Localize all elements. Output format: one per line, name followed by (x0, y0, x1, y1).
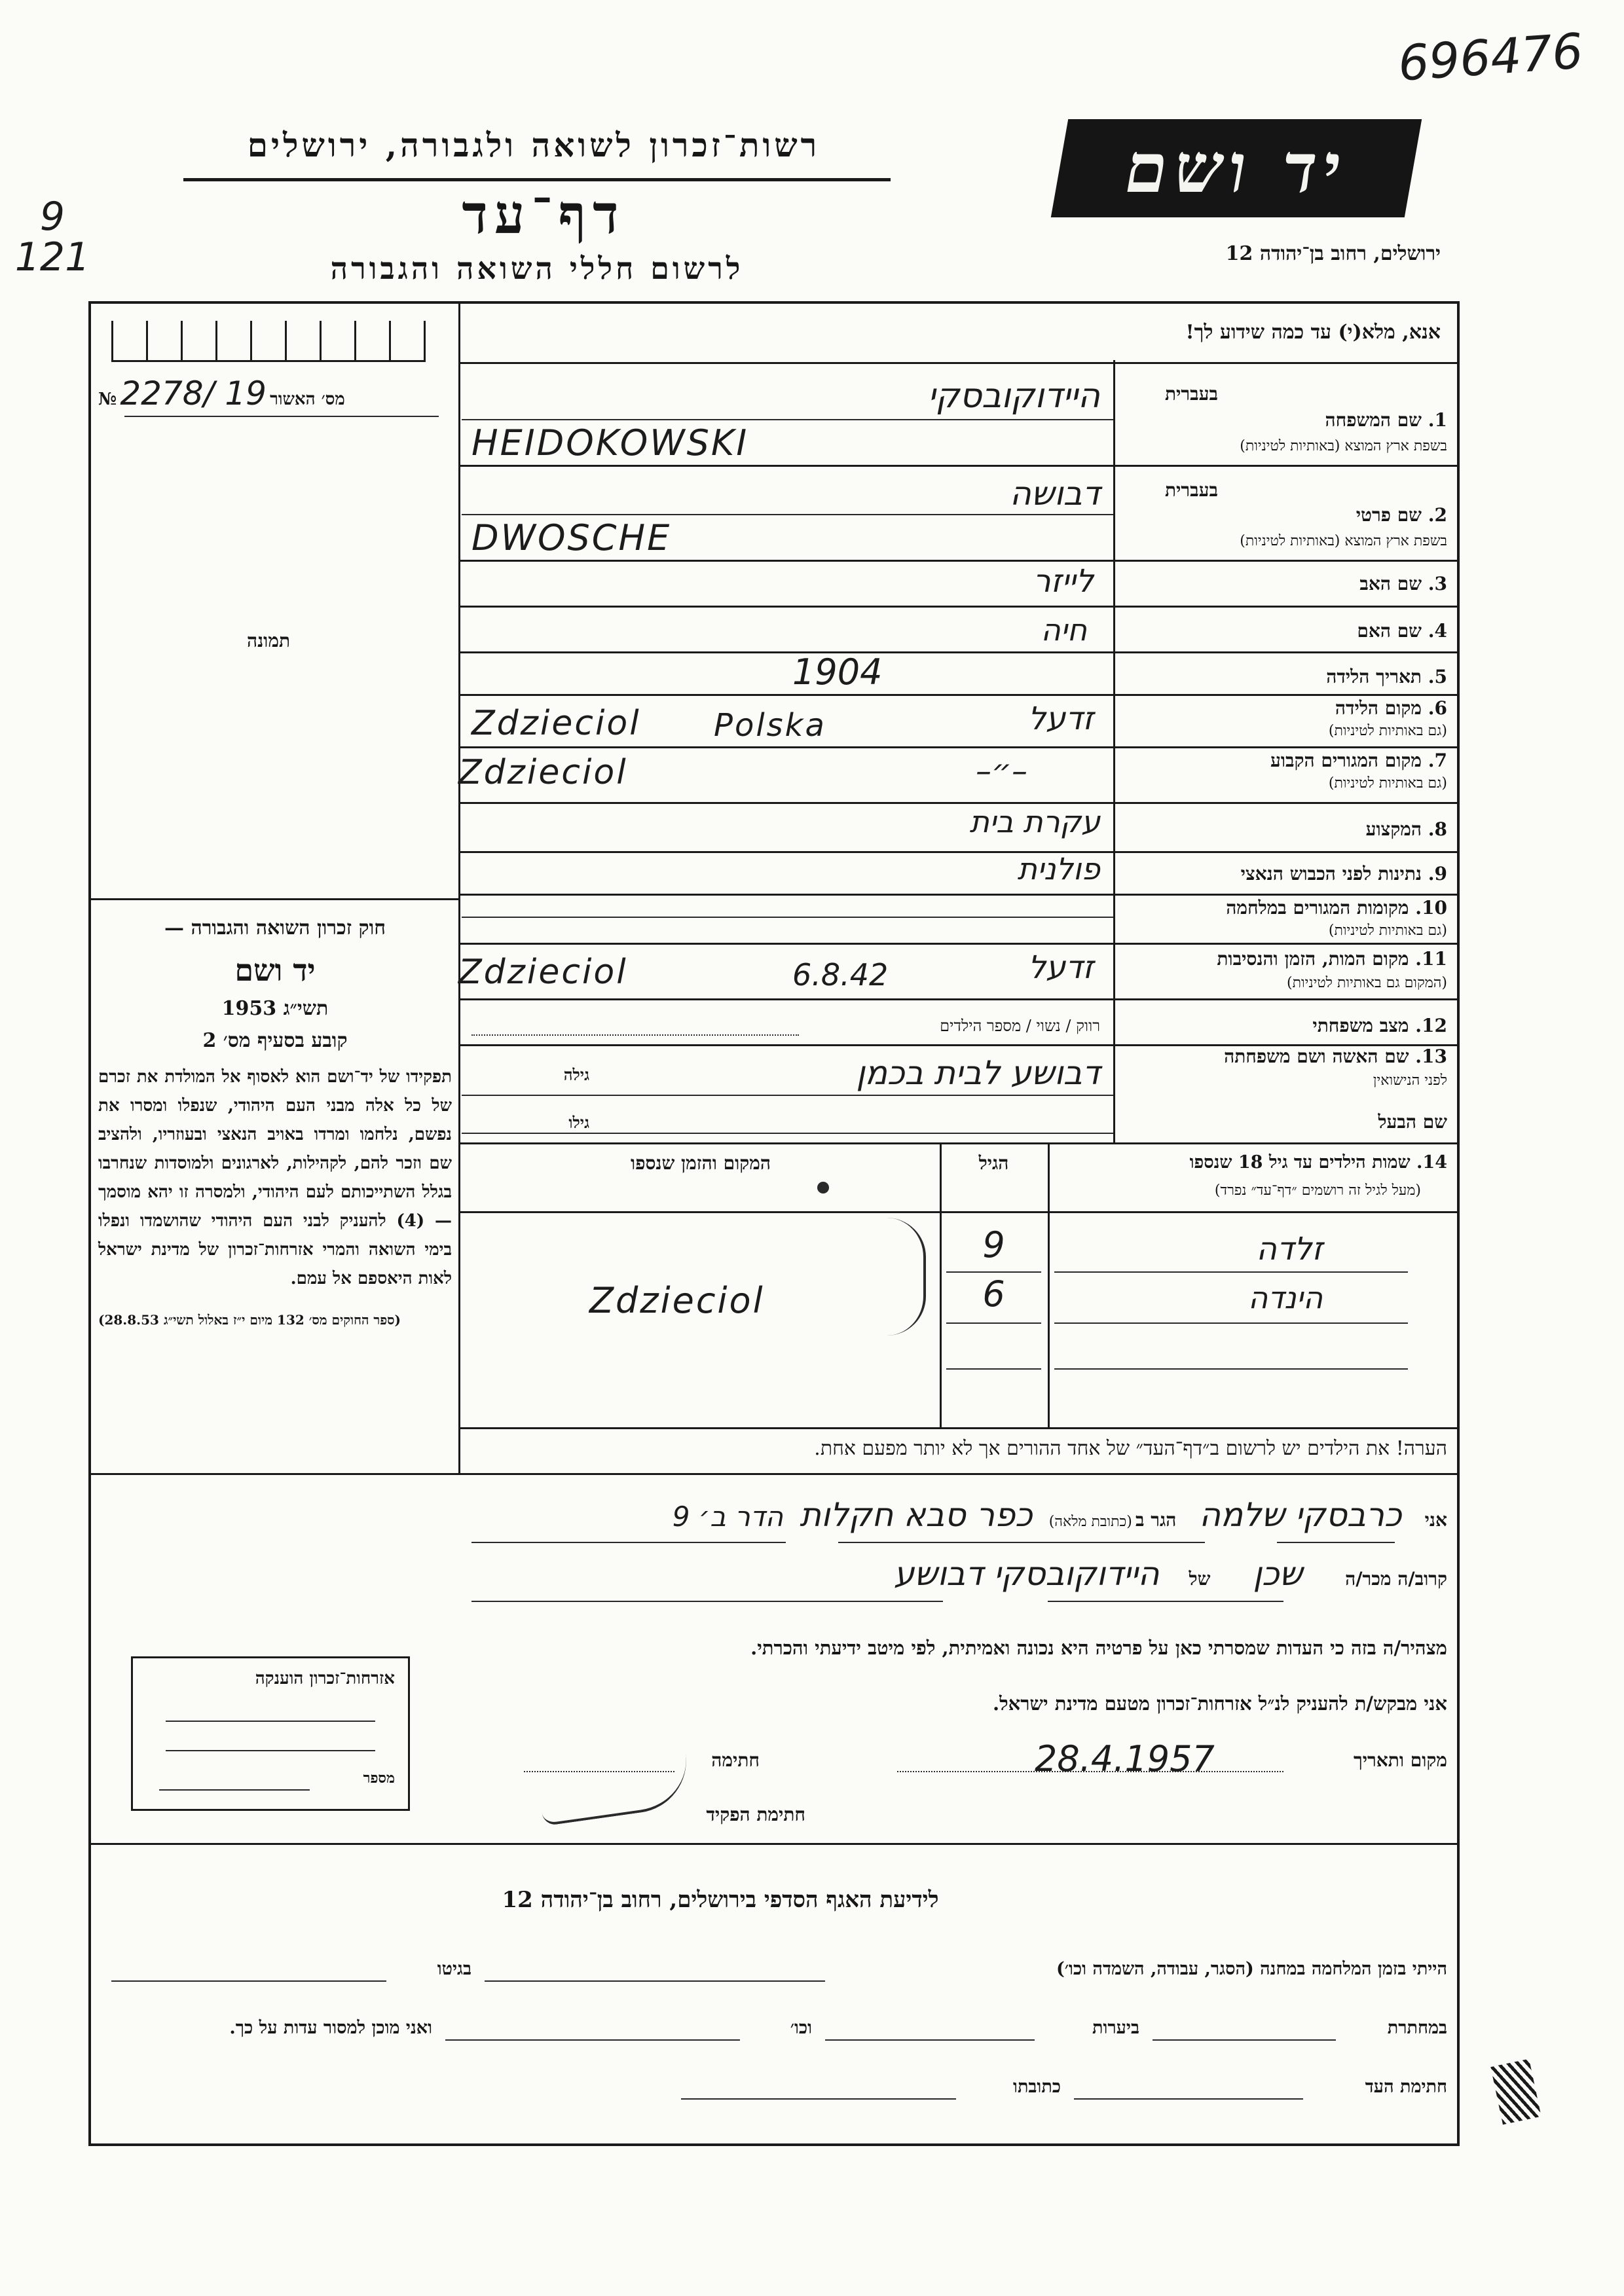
field-6-latin-value: Zdzieciol (471, 704, 641, 743)
child-2-place: Zdzieciol (589, 1280, 765, 1321)
stamp-box-number-label: מספר (363, 1770, 395, 1787)
law-box (98, 917, 452, 1330)
signature-label: חתימה (711, 1749, 760, 1771)
child-2-name: הינדה (1248, 1280, 1323, 1315)
field-11-label: 11. מקום המות, הזמן והנסיבות (1217, 948, 1447, 970)
children-age-header: הגיל (978, 1152, 1009, 1174)
field-5-value: 1904 (792, 651, 883, 693)
field-1-label: 1. שם המשפחה (1325, 409, 1447, 431)
field-7-latin-value: Zdzieciol (458, 753, 628, 792)
bottom-line2-b: ביערות (1092, 2018, 1139, 2038)
field-7-label: 7. מקום המגורים הקבוע (1270, 750, 1447, 771)
field-11-latin-value: Zdzieciol (458, 953, 628, 992)
field-11-date-value: 6.8.42 (792, 957, 889, 993)
field-12-options: רווק / נשוי / מספר הילדים (940, 1017, 1100, 1035)
bottom-line2-a: במחתרת (1387, 2018, 1447, 2038)
field-2-sub: בשפת ארץ המוצא (באותיות לטיניות) (1240, 533, 1447, 549)
law-title: חוק זכרון השואה והגבורה — (164, 917, 386, 939)
bottom-line2-c: וכו׳ (790, 2018, 812, 2038)
field-6-country-value: Polska (714, 707, 826, 744)
children-divider-2 (940, 1142, 942, 1427)
children-place-header: המקום והזמן שנספו (631, 1152, 771, 1174)
address: ירושלים, רחוב בן־יהודה 12 (1225, 242, 1441, 265)
field-7-hebrew-value: –״– (976, 753, 1027, 790)
corner-scribble (1490, 2059, 1541, 2125)
field-10-sub: (גם באותיות לטיניות) (1328, 922, 1447, 939)
stamp-box-title: אזרחות־זכרון הוענקה (255, 1669, 395, 1688)
form-subtitle: לרשום חללי השואה והגבורה (330, 251, 744, 286)
bottom-line2-d: ואני מוכן למסור עדות על כך. (229, 2018, 432, 2038)
law-box-bottom (88, 1473, 458, 1475)
photo-label: תמונה (246, 630, 291, 651)
wife-age-label: גילה (563, 1065, 589, 1084)
instruction: אנא, מלא(י) עד כמה שידוע לך! (1185, 321, 1441, 344)
declaration-line-1: אני כרבסקי שלמה הגר ב (כתובת מלאה) כפר סבא חקלות הדר ב׳ 9 (672, 1496, 1447, 1534)
field-8-label: 8. המקצוע (1365, 818, 1447, 840)
reg-underline (124, 416, 439, 417)
divider-left-column (458, 301, 460, 1473)
bottom-title: לידיעת האגף הסדפי בירושלים, רחוב בן־יהודה 12 (502, 1887, 939, 1913)
child-1-age: 9 (982, 1224, 1005, 1266)
field-2-hebrew-value: דבושה (1010, 475, 1100, 513)
authority-name: רשות־זכרון לשואה ולגבורה, ירושלים (247, 126, 821, 164)
photo-bottom (88, 898, 458, 900)
place-date-value: 28.4.1957 (1035, 1738, 1215, 1779)
divider-label-column (1113, 360, 1115, 1142)
field-13-label: 13. שם האשה ושם משפחתה (1224, 1046, 1447, 1067)
field-4-label: 4. שם האם (1357, 620, 1447, 642)
field-11-sub: (המקום גם באותיות לטיניות) (1287, 975, 1447, 991)
field-9-label: 9. נתינות לפני הכבוש הנאצי (1240, 863, 1447, 884)
authority-underline (183, 178, 891, 181)
declaration-statement: מצהיר/ה בזה כי העדות שמסרתי כאן על פרטיה היא נכונה ואמיתית, לפי מיטב ידיעתי והכרתי. (750, 1637, 1447, 1659)
husband-label: שם הבעל (1378, 1111, 1447, 1133)
reg-number-value: № 2278/ 19 מס׳ האשור (98, 374, 345, 412)
hebrew-label-1: בעברית (1164, 383, 1218, 405)
field-13-value: דבושע לבית בכמן (856, 1054, 1100, 1092)
field-2-label: 2. שם פרטי (1356, 504, 1447, 526)
children-divider-1 (1048, 1142, 1050, 1427)
field-7-sub: (גם באותיות לטיניות) (1328, 775, 1447, 792)
corner-number: 696476 (1396, 23, 1585, 92)
field-12-label: 12. מצב משפחתי (1312, 1015, 1447, 1036)
hebrew-label-2: בעברית (1164, 479, 1218, 501)
bottom-line3-b: כתובתו (1013, 2077, 1061, 2097)
law-source: (ספר החוקים מס׳ 132 מיום י״ז באלול תשי״ג 28.8.53) (98, 1312, 401, 1328)
field-2-latin-value: DWOSCHE (471, 517, 672, 558)
divider-top (458, 362, 1460, 364)
child-1-name: זלדה (1256, 1231, 1323, 1267)
bottom-divider (88, 1843, 1460, 1845)
field-6-sub: (גם באותיות לטיניות) (1328, 723, 1447, 739)
field-1-hebrew-value: היידוקובסקי (927, 376, 1100, 416)
field-13-sub: לפני הנישואין (1373, 1072, 1447, 1089)
official-signature-label: חתימת הפקיד (706, 1804, 805, 1825)
children-sub: (מעל לגיל זה רושמים ״דף־עד״ נפרד) (1214, 1182, 1421, 1199)
bottom-line1-b: בגיטו (437, 1959, 471, 1979)
field-4-value: חיה (1041, 612, 1087, 647)
husband-age-label: גילו (568, 1113, 589, 1132)
left-margin-mark: 9 121 (14, 194, 90, 280)
form-title: דף־עד (462, 183, 625, 246)
bottom-line3-a: חתימת העד (1365, 2077, 1447, 2097)
field-3-value: לייזר (1033, 563, 1094, 600)
declaration-line-2: קרוב/ה מכר/ה שכן של היידוקובסקי דבושע (893, 1555, 1447, 1593)
stamp-dot (817, 1182, 829, 1194)
note: הערה! את הילדים יש לרשום ב״דף־העד״ של אחד ההורים אך לא יותר מפעם אחת. (814, 1437, 1447, 1460)
field-9-value: פולנית (1017, 851, 1100, 886)
field-8-value: עקרת בית (969, 804, 1100, 839)
law-name: יד ושם (234, 953, 316, 988)
stamp-box (131, 1656, 410, 1811)
children-title: 14. שמות הילדים עד גיל 18 שנספו (1189, 1152, 1447, 1173)
law-year: תשי״ג 1953 (221, 997, 329, 1020)
declaration-request: אני מבקש/ת להעניק לנ״ל אזרחות־זכרון מטעם מדינת ישראל. (993, 1692, 1447, 1715)
field-1-sub: בשפת ארץ המוצא (באותיות לטיניות) (1240, 438, 1447, 454)
field-1-latin-value: HEIDOKOWSKI (471, 422, 749, 464)
field-11-hebrew-value: זדעל (1027, 949, 1094, 986)
field-3-label: 3. שם האב (1359, 573, 1447, 594)
brace-mark (871, 1218, 926, 1336)
law-clause: קובע בסעיף מס׳ 2 (202, 1029, 348, 1052)
yad-vashem-logo: יד ושם (1051, 119, 1422, 217)
child-2-age: 6 (982, 1273, 1005, 1315)
field-6-hebrew-value: זדעל (1027, 701, 1094, 737)
bottom-line1-a: הייתי בזמן המלחמה במחנה (הסגר, עבודה, השמדה וכו׳) (1056, 1959, 1447, 1979)
place-date-label: מקום ותאריך (1353, 1749, 1447, 1771)
field-5-label: 5. תאריך הלידה (1326, 666, 1447, 687)
law-text: תפקידו של יד־ושם הוא לאסוף אל המולדת את זכרם של כל אלה מבני העם היהודי, שנפלו ומסרו את נפשם, נלחמו ומרדו באויב הנאצי ובעוזריו, ולהציב שם וזכר להם, לקהילות, לארגונים ולמוסדות שנחרבו בגלל השתייכותם לעם היהודי, ולמסרה זו יהא מוסמך — (4) להעניק לבני העם היהודי שהושמדו ונפלו בימי השואה והמרי אזרחות־זכרון של מדינת ישראל לאות היאספם אל עמם. (98, 1067, 452, 1288)
field-10-label: 10. מקומות המגורים במלחמה (1226, 897, 1447, 919)
field-6-label: 6. מקום הלידה (1335, 697, 1447, 719)
reg-boxes (111, 321, 426, 361)
